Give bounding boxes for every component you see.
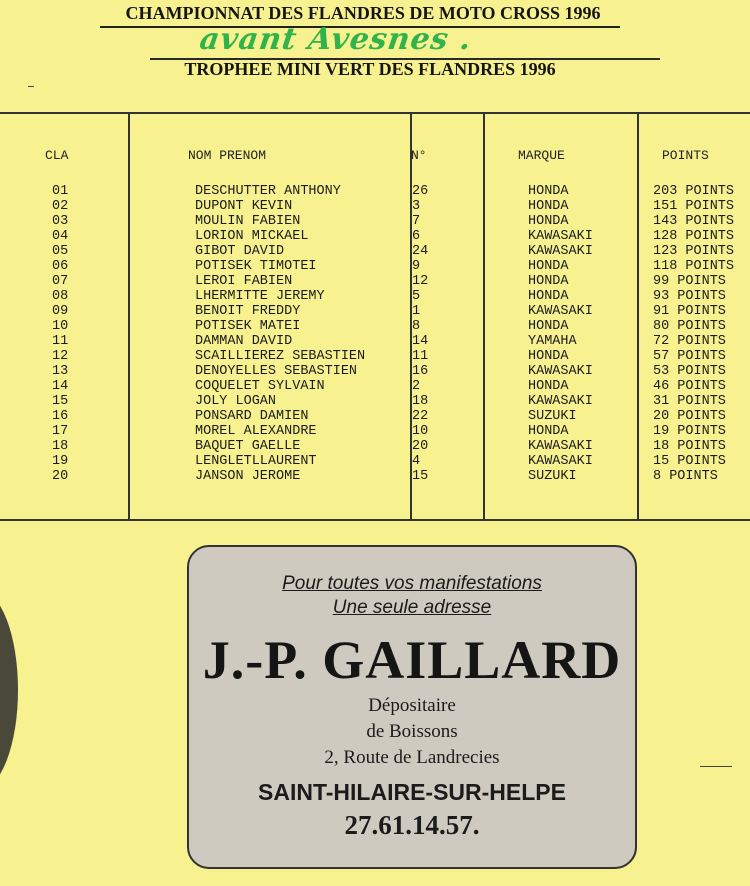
- cell-name: MOULIN FABIEN: [195, 214, 301, 229]
- cell-cla: 05: [52, 244, 69, 259]
- table-row: [0, 469, 750, 484]
- cell-brand: KAWASAKI: [528, 364, 593, 379]
- cell-name: SCAILLIEREZ SEBASTIEN: [195, 349, 366, 364]
- table-row: [0, 199, 750, 214]
- cell-points: 93 POINTS: [653, 289, 726, 304]
- cell-points: 72 POINTS: [653, 334, 726, 349]
- table-row: [0, 184, 750, 199]
- cell-number: 18: [412, 394, 429, 409]
- cell-name: BAQUET GAELLE: [195, 439, 301, 454]
- cell-brand: HONDA: [528, 289, 569, 304]
- header-name: NOM PRENOM: [188, 148, 267, 163]
- cell-name: MOREL ALEXANDRE: [195, 424, 317, 439]
- cell-name: DESCHUTTER ANTHONY: [195, 184, 341, 199]
- table-row: [0, 289, 750, 304]
- cell-name: LENGLETLLAURENT: [195, 454, 317, 469]
- cell-cla: 12: [52, 349, 69, 364]
- cell-points: 20 POINTS: [653, 409, 726, 424]
- table-row: [0, 454, 750, 469]
- cell-number: 9: [412, 259, 421, 274]
- cell-points: 19 POINTS: [653, 424, 726, 439]
- cell-brand: KAWASAKI: [528, 244, 593, 259]
- cell-points: 143 POINTS: [653, 214, 735, 229]
- cell-cla: 17: [52, 424, 69, 439]
- header-number: N°: [411, 148, 427, 163]
- cell-number: 2: [412, 379, 421, 394]
- cell-number: 6: [412, 229, 421, 244]
- ad-phone: 27.61.14.57.: [344, 810, 480, 840]
- header-brand: MARQUE: [518, 148, 565, 163]
- decorative-mark: [28, 86, 34, 87]
- cell-name: DAMMAN DAVID: [195, 334, 293, 349]
- cell-number: 15: [412, 469, 429, 484]
- cell-brand: KAWASAKI: [528, 439, 593, 454]
- ad-city: SAINT-HILAIRE-SUR-HELPE: [258, 779, 566, 805]
- cell-brand: HONDA: [528, 319, 569, 334]
- cell-name: COQUELET SYLVAIN: [195, 379, 325, 394]
- cell-brand: HONDA: [528, 259, 569, 274]
- cell-name: JANSON JEROME: [195, 469, 301, 484]
- cell-number: 8: [412, 319, 421, 334]
- cell-number: 26: [412, 184, 429, 199]
- header-points: POINTS: [662, 148, 709, 163]
- cell-cla: 02: [52, 199, 69, 214]
- table-row: [0, 259, 750, 274]
- cell-points: 123 POINTS: [653, 244, 735, 259]
- cell-cla: 07: [52, 274, 69, 289]
- cell-cla: 20: [52, 469, 69, 484]
- cell-brand: HONDA: [528, 184, 569, 199]
- results-table: [0, 112, 750, 521]
- table-row: [0, 379, 750, 394]
- cell-brand: HONDA: [528, 424, 569, 439]
- cell-brand: YAMAHA: [528, 334, 577, 349]
- cell-number: 14: [412, 334, 429, 349]
- trophy-subtitle: TROPHEE MINI VERT DES FLANDRES 1996: [184, 59, 556, 79]
- championship-title: CHAMPIONNAT DES FLANDRES DE MOTO CROSS 1996: [125, 3, 601, 23]
- cell-brand: SUZUKI: [528, 409, 577, 424]
- cell-cla: 06: [52, 259, 69, 274]
- cell-points: 31 POINTS: [653, 394, 726, 409]
- cell-number: 12: [412, 274, 429, 289]
- ad-line1: Dépositaire: [368, 695, 456, 716]
- table-row: [0, 334, 750, 349]
- cell-brand: KAWASAKI: [528, 304, 593, 319]
- cell-brand: KAWASAKI: [528, 229, 593, 244]
- cell-cla: 18: [52, 439, 69, 454]
- cell-number: 3: [412, 199, 421, 214]
- cell-points: 203 POINTS: [653, 184, 735, 199]
- table-row: [0, 214, 750, 229]
- cell-brand: KAWASAKI: [528, 454, 593, 469]
- table-row: [0, 424, 750, 439]
- ad-company-name: J.-P. GAILLARD: [202, 630, 622, 690]
- cell-points: 8 POINTS: [653, 469, 718, 484]
- cell-name: POTISEK TIMOTEI: [195, 259, 317, 274]
- cell-brand: HONDA: [528, 349, 569, 364]
- cell-cla: 03: [52, 214, 69, 229]
- cell-brand: KAWASAKI: [528, 394, 593, 409]
- table-row: [0, 439, 750, 454]
- ad-address: 2, Route de Landrecies: [324, 747, 500, 768]
- table-row: [0, 409, 750, 424]
- cell-number: 22: [412, 409, 429, 424]
- advertisement: [187, 545, 637, 869]
- cell-number: 4: [412, 454, 421, 469]
- cell-points: 57 POINTS: [653, 349, 726, 364]
- table-row: [0, 394, 750, 409]
- handwritten-note: avant Avesnes .: [197, 22, 475, 57]
- cell-number: 16: [412, 364, 429, 379]
- cell-points: 46 POINTS: [653, 379, 726, 394]
- cell-name: POTISEK MATEI: [195, 319, 301, 334]
- cell-name: GIBOT DAVID: [195, 244, 285, 259]
- cell-cla: 08: [52, 289, 69, 304]
- cell-name: PONSARD DAMIEN: [195, 409, 309, 424]
- cell-number: 20: [412, 439, 429, 454]
- cell-name: DENOYELLES SEBASTIEN: [195, 364, 358, 379]
- results-rows: [0, 184, 750, 484]
- cell-points: 128 POINTS: [653, 229, 735, 244]
- cell-cla: 19: [52, 454, 69, 469]
- cell-cla: 04: [52, 229, 69, 244]
- table-row: [0, 244, 750, 259]
- cell-number: 11: [412, 349, 429, 364]
- cell-name: JOLY LOGAN: [195, 394, 277, 409]
- cell-number: 10: [412, 424, 429, 439]
- dark-image-fragment: [0, 590, 18, 790]
- cell-points: 91 POINTS: [653, 304, 726, 319]
- cell-cla: 15: [52, 394, 69, 409]
- cell-name: LORION MICKAEL: [195, 229, 309, 244]
- cell-cla: 10: [52, 319, 69, 334]
- cell-number: 5: [412, 289, 421, 304]
- ad-slogan-line2: Une seule adresse: [332, 597, 492, 618]
- ad-line2: de Boissons: [366, 721, 458, 742]
- cell-cla: 14: [52, 379, 69, 394]
- cell-brand: HONDA: [528, 214, 569, 229]
- cell-brand: HONDA: [528, 379, 569, 394]
- cell-points: 80 POINTS: [653, 319, 726, 334]
- cell-name: BENOIT FREDDY: [195, 304, 301, 319]
- cell-cla: 09: [52, 304, 69, 319]
- table-row: [0, 364, 750, 379]
- cell-brand: SUZUKI: [528, 469, 577, 484]
- ad-slogan-line1: Pour toutes vos manifestations: [282, 573, 542, 594]
- table-row: [0, 304, 750, 319]
- cell-points: 18 POINTS: [653, 439, 726, 454]
- table-row: [0, 319, 750, 334]
- cell-number: 24: [412, 244, 429, 259]
- cell-points: 53 POINTS: [653, 364, 726, 379]
- cell-points: 99 POINTS: [653, 274, 726, 289]
- cell-number: 7: [412, 214, 421, 229]
- cell-name: LEROI FABIEN: [195, 274, 293, 289]
- cell-brand: HONDA: [528, 274, 569, 289]
- cell-name: LHERMITTE JEREMY: [195, 289, 325, 304]
- cell-cla: 16: [52, 409, 69, 424]
- cell-points: 118 POINTS: [653, 259, 735, 274]
- cell-cla: 11: [52, 334, 69, 349]
- cell-points: 151 POINTS: [653, 199, 735, 214]
- cell-brand: HONDA: [528, 199, 569, 214]
- cell-number: 1: [412, 304, 421, 319]
- header-cla: CLA: [45, 148, 69, 163]
- table-row: [0, 349, 750, 364]
- cell-name: DUPONT KEVIN: [195, 199, 293, 214]
- decorative-mark: [700, 766, 732, 767]
- cell-points: 15 POINTS: [653, 454, 726, 469]
- cell-cla: 13: [52, 364, 69, 379]
- table-row: [0, 229, 750, 244]
- table-row: [0, 274, 750, 289]
- cell-cla: 01: [52, 184, 69, 199]
